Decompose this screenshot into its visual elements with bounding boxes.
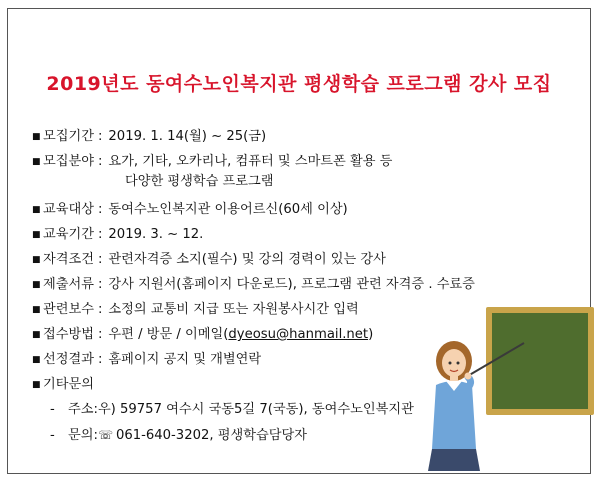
colon: : xyxy=(97,352,103,367)
colon: : xyxy=(97,129,103,144)
info-value-prefix: 우편 / 방문 / 이메일( xyxy=(108,327,229,342)
colon: : xyxy=(97,202,103,217)
colon: : xyxy=(97,302,103,317)
etc-contact-label: 문의 xyxy=(68,428,94,443)
info-label: 교육대상 xyxy=(43,202,94,217)
info-value: 2019. 1. 14(월) ~ 25(금) xyxy=(108,129,267,144)
bullet-icon: ■ xyxy=(32,230,41,240)
notice-frame xyxy=(7,8,591,474)
etc-contact-row xyxy=(50,425,307,445)
info-value: 소정의 교통비 지급 또는 자원봉사시간 입력 xyxy=(108,302,359,317)
bullet-icon: ■ xyxy=(32,157,41,167)
info-row-target xyxy=(32,200,348,220)
info-row-qualification xyxy=(32,250,386,270)
info-label: 자격조건 xyxy=(43,252,94,267)
info-value: 관련자격증 소지(필수) 및 강의 경력이 있는 강사 xyxy=(108,252,386,267)
colon: : xyxy=(97,277,103,292)
bullet-icon: ■ xyxy=(32,305,41,315)
info-row-period xyxy=(32,127,266,147)
dash: - xyxy=(50,402,55,417)
info-label: 모집분야 xyxy=(43,154,94,169)
info-value-continuation: 다양한 평생학습 프로그램 xyxy=(125,174,274,189)
info-label: 제출서류 xyxy=(43,277,94,292)
etc-address-label: 주소 xyxy=(68,402,94,417)
info-label: 기타문의 xyxy=(43,377,94,392)
dash: - xyxy=(50,428,55,443)
bullet-icon: ■ xyxy=(32,280,41,290)
etc-address-value: 우) 59757 여수시 국동5길 7(국동), 동여수노인복지관 xyxy=(97,402,414,417)
info-value-suffix: ) xyxy=(368,327,374,342)
info-value: 강사 지원서(홈페이지 다운로드), 프로그램 관련 자격증 . 수료증 xyxy=(108,277,475,292)
info-label: 관련보수 xyxy=(43,302,94,317)
info-row-application xyxy=(32,325,373,345)
notice-title: 2019년도 동여수노인복지관 평생학습 프로그램 강사 모집 xyxy=(46,73,552,95)
info-value: 홈페이지 공지 및 개별연락 xyxy=(108,352,262,367)
etc-address-row xyxy=(50,400,414,420)
info-value: 동여수노인복지관 이용어르신(60세 이상) xyxy=(108,202,348,217)
bullet-icon: ■ xyxy=(32,380,41,390)
info-label: 접수방법 xyxy=(43,327,94,342)
info-label: 교육기간 xyxy=(43,227,94,242)
colon: : xyxy=(93,428,98,443)
colon: : xyxy=(97,327,103,342)
info-row-edu-period xyxy=(32,225,203,245)
info-row-pay xyxy=(32,300,359,320)
colon: : xyxy=(93,402,98,417)
info-row-documents xyxy=(32,275,475,295)
bullet-icon: ■ xyxy=(32,205,41,215)
info-value: 요가, 기타, 오카리나, 컴퓨터 및 스마트폰 활용 등 xyxy=(108,154,393,169)
info-row-selection xyxy=(32,350,261,370)
info-label: 선정결과 xyxy=(43,352,94,367)
info-row-etc xyxy=(32,375,94,395)
teacher-with-chalkboard-icon xyxy=(426,299,596,474)
info-row-field xyxy=(32,152,392,172)
email-link[interactable]: dyeosu@hanmail.net xyxy=(228,327,369,342)
bullet-icon: ■ xyxy=(32,255,41,265)
colon: : xyxy=(97,227,103,242)
bullet-icon: ■ xyxy=(32,132,41,142)
info-value: 2019. 3. ~ 12. xyxy=(108,227,204,242)
colon: : xyxy=(97,154,103,169)
bullet-icon: ■ xyxy=(32,355,41,365)
etc-contact-value: 061-640-3202, 평생학습담당자 xyxy=(115,428,307,443)
bullet-icon: ■ xyxy=(32,330,41,340)
info-label: 모집기간 xyxy=(43,129,94,144)
phone-icon: ☏ xyxy=(97,428,113,442)
colon: : xyxy=(97,252,103,267)
